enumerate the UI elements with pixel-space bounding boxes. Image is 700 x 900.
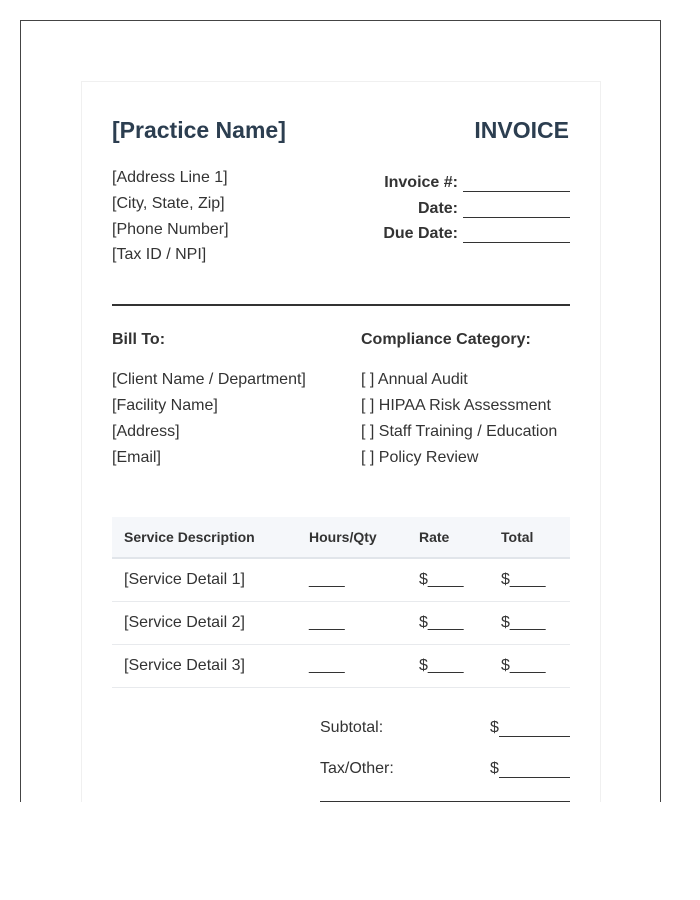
- subtotal-currency: $: [490, 719, 499, 736]
- subtotal-label: Subtotal:: [320, 719, 384, 736]
- rate-cell[interactable]: $____: [419, 558, 501, 602]
- due-date-field[interactable]: [463, 226, 570, 243]
- tax-label: Tax/Other:: [320, 760, 394, 777]
- subtotal-field[interactable]: [490, 719, 570, 737]
- compliance-heading: Compliance Category:: [361, 331, 531, 348]
- practice-tax-id: [Tax ID / NPI]: [112, 246, 207, 263]
- tax-currency: $: [490, 760, 499, 777]
- service-description-cell[interactable]: [Service Detail 2]: [112, 602, 309, 645]
- services-table: [112, 517, 570, 688]
- compliance-option-annual-audit[interactable]: [ ] Annual Audit: [361, 371, 468, 388]
- column-header-description: Service Description: [112, 517, 309, 558]
- compliance-option-hipaa[interactable]: [ ] HIPAA Risk Assessment: [361, 397, 551, 414]
- table-row: [112, 645, 570, 688]
- subtotal-blank[interactable]: [499, 720, 570, 737]
- due-date-label: Due Date:: [383, 225, 458, 242]
- table-row: [112, 558, 570, 602]
- bill-to-client: [Client Name / Department]: [112, 371, 306, 388]
- hours-cell[interactable]: ____: [309, 558, 419, 602]
- rate-cell[interactable]: $____: [419, 645, 501, 688]
- date-label: Date:: [417, 200, 458, 217]
- date-field[interactable]: [463, 201, 570, 218]
- header-divider: [112, 304, 570, 306]
- total-cell[interactable]: $____: [501, 602, 570, 645]
- service-description-cell[interactable]: [Service Detail 3]: [112, 645, 309, 688]
- practice-name: [Practice Name]: [112, 117, 286, 143]
- column-header-total: Total: [501, 517, 570, 558]
- practice-address-line-2: [City, State, Zip]: [112, 195, 225, 212]
- hours-cell[interactable]: ____: [309, 645, 419, 688]
- practice-phone: [Phone Number]: [112, 221, 229, 238]
- compliance-option-staff-training[interactable]: [ ] Staff Training / Education: [361, 423, 558, 440]
- column-header-hours: Hours/Qty: [309, 517, 419, 558]
- total-cell[interactable]: $____: [501, 558, 570, 602]
- table-row: [112, 602, 570, 645]
- column-header-rate: Rate: [419, 517, 501, 558]
- table-header-row: [112, 517, 570, 558]
- bill-to-facility: [Facility Name]: [112, 397, 218, 414]
- bill-to-heading: Bill To:: [112, 331, 166, 348]
- service-description-cell[interactable]: [Service Detail 1]: [112, 558, 309, 602]
- tax-blank[interactable]: [499, 761, 570, 778]
- total-cell[interactable]: $____: [501, 645, 570, 688]
- invoice-title: INVOICE: [474, 117, 569, 143]
- rate-cell[interactable]: $____: [419, 602, 501, 645]
- bill-to-address: [Address]: [112, 423, 180, 440]
- practice-address-line-1: [Address Line 1]: [112, 169, 228, 186]
- bill-to-email: [Email]: [112, 449, 161, 466]
- invoice-number-row: [384, 174, 570, 192]
- date-row: [418, 200, 570, 218]
- hours-cell[interactable]: ____: [309, 602, 419, 645]
- invoice-number-label: Invoice #:: [384, 174, 458, 191]
- due-date-row: [383, 225, 570, 243]
- compliance-option-policy-review[interactable]: [ ] Policy Review: [361, 449, 479, 466]
- tax-field[interactable]: [490, 760, 570, 778]
- summary-divider: [320, 801, 570, 802]
- invoice-number-field[interactable]: [463, 175, 570, 192]
